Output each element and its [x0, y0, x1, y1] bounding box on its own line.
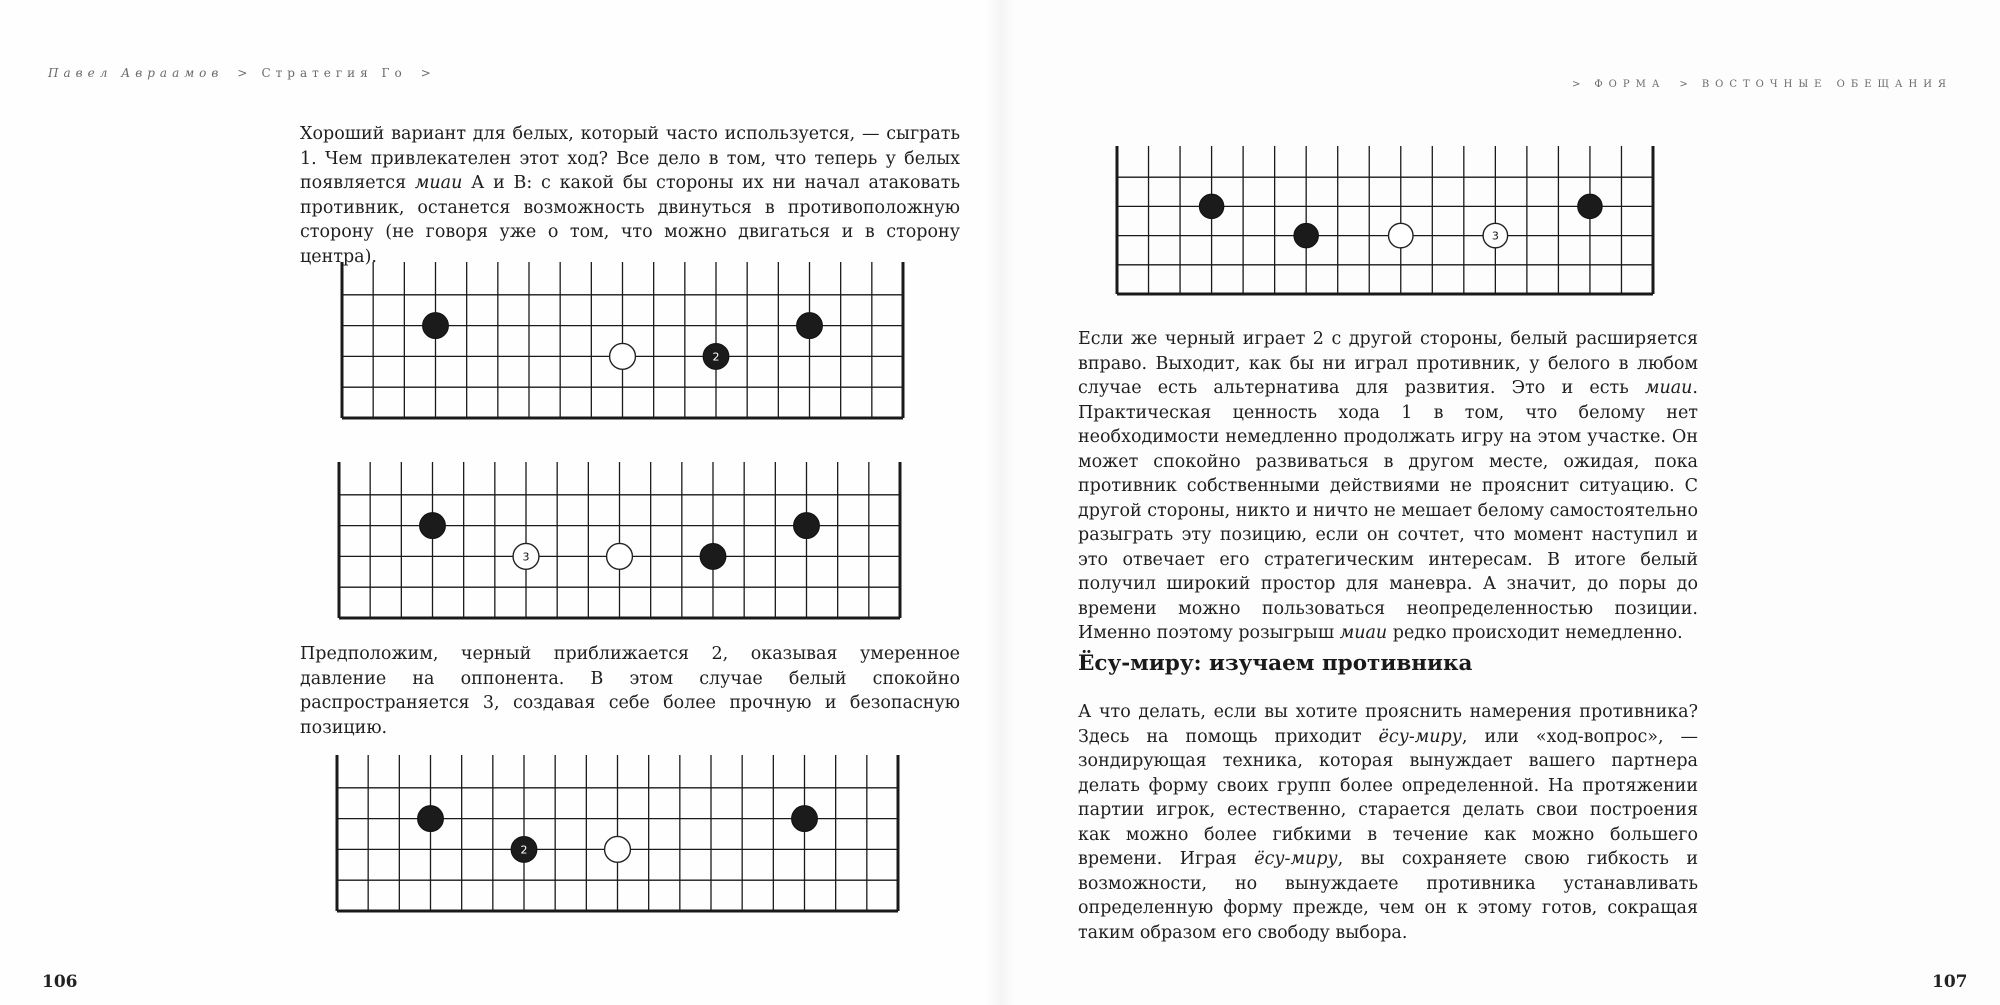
- text-run: . Практическая ценность хода 1 в том, что белому нет необходимости немедленно продолжать игру на этом участке. Он может спокойно развиваться в другом месте, ожидая, пока противник собственными действиями не прояснит ситуацию. С другой стороны, никто и ничто не мешает белому самостоятельно разыграть эту позицию, если он сочтет, что момент наступил и это отвечает его стратегическим интересам. В итоге белый получил широкий простор для маневра. А значит, до поры до времени можно пользоваться неопределенностью позиции. Именно поэтому розыгрыш: [1078, 378, 1698, 643]
- black-stone: [423, 313, 449, 339]
- text-run: Хороший вариант для белых, который часто используется, — сыграть 1. Чем привлекателен этот ход? Все дело в том, что теперь у белых появляется: [300, 124, 960, 193]
- black-stone: [794, 513, 820, 539]
- header-separator: >: [1571, 79, 1581, 90]
- term-yosu-miru: ёсу-миру: [1254, 849, 1338, 869]
- text-run: А что делать, если вы хотите прояснить намерения противника? Здесь на помощь приходит: [1078, 702, 1698, 747]
- right-paragraph-1: [1078, 327, 1698, 646]
- black-stone: [1294, 223, 1319, 248]
- header-author: Павел Авраамов: [48, 66, 224, 80]
- move-number-label: 2: [712, 350, 720, 364]
- term-miai: миаи: [1339, 623, 1388, 643]
- header-section: ФОРМА: [1594, 79, 1666, 90]
- move-number-label: 3: [522, 550, 530, 564]
- white-stone: [610, 343, 636, 369]
- term-miai: миаи: [414, 173, 463, 193]
- left-paragraph-2: [300, 642, 960, 740]
- board-grid: [337, 755, 898, 911]
- black-stone: [420, 513, 446, 539]
- header-chapter: ВОСТОЧНЫЕ ОБЕЩАНИЯ: [1701, 79, 1952, 90]
- board-grid: [1117, 146, 1653, 294]
- text-run: , вы сохраняете свою гибкость и возможности, но вынуждаете противника устанавливать определенную форму прежде, чем он к этому готов, сокращая таким образом его свободу выбора.: [1078, 849, 1698, 943]
- text-run: Если же черный играет 2 с другой стороны, белый расширяется вправо. Выходит, как бы ни играл противник, у белого в любом случае есть альтернатива для развития. Это и есть: [1078, 329, 1698, 398]
- go-diagram-1: [340, 262, 905, 420]
- go-diagram-3: [335, 755, 900, 913]
- white-stone: [607, 543, 633, 569]
- move-number-label: 3: [1491, 229, 1499, 243]
- book-gutter: [985, 0, 1015, 1005]
- white-stone: [605, 836, 631, 862]
- header-separator-trailing: >: [420, 66, 431, 80]
- go-diagram-4: [1115, 146, 1655, 296]
- paragraph-text: Предположим, черный приближается 2, оказывая умеренное давление на оппонента. В этом случае белый спокойно распространяется 3, создавая себе более прочную и безопасную позицию.: [300, 644, 960, 738]
- term-yosu-miru: ёсу-миру: [1378, 726, 1462, 747]
- right-paragraph-2: [1078, 700, 1698, 945]
- board-grid: [339, 462, 900, 618]
- go-diagram-2: [337, 462, 902, 620]
- board-grid: [342, 262, 903, 418]
- black-stone: [1199, 194, 1224, 219]
- white-stone: [1389, 223, 1414, 248]
- header-separator: >: [1679, 79, 1688, 90]
- running-head-left: [48, 66, 445, 80]
- black-stone: [1578, 194, 1603, 219]
- move-number-label: 2: [520, 843, 528, 857]
- header-separator: >: [237, 66, 248, 80]
- text-run: редко происходит немедленно.: [1387, 623, 1683, 643]
- section-heading: Ёсу-миру: изучаем противника: [1078, 651, 1473, 676]
- black-stone: [700, 543, 726, 569]
- running-head-right: [1558, 79, 1952, 90]
- header-book-title: Стратегия Го: [261, 66, 407, 80]
- text-run: А и В: с какой бы стороны их ни начал атаковать противник, останется возможность двинуться в противоположную сторону (не говоря уже о том, что можно двигаться и в сторону центра).: [300, 173, 960, 267]
- black-stone: [418, 806, 444, 832]
- term-miai: миаи: [1644, 378, 1693, 398]
- page-number-right: 107: [1932, 972, 1968, 992]
- page-number-left: 106: [42, 972, 78, 992]
- black-stone: [792, 806, 818, 832]
- text-run: , или «ход-вопрос», — зондирующая техника, которая вынуждает вашего партнера делать форму своих групп более определенной. На протяжении партии игрок, естественно, старается делать свои построения как можно более гибкими в течение как можно большего времени. Играя: [1078, 726, 1698, 869]
- black-stone: [797, 313, 823, 339]
- left-paragraph-1: [300, 122, 960, 269]
